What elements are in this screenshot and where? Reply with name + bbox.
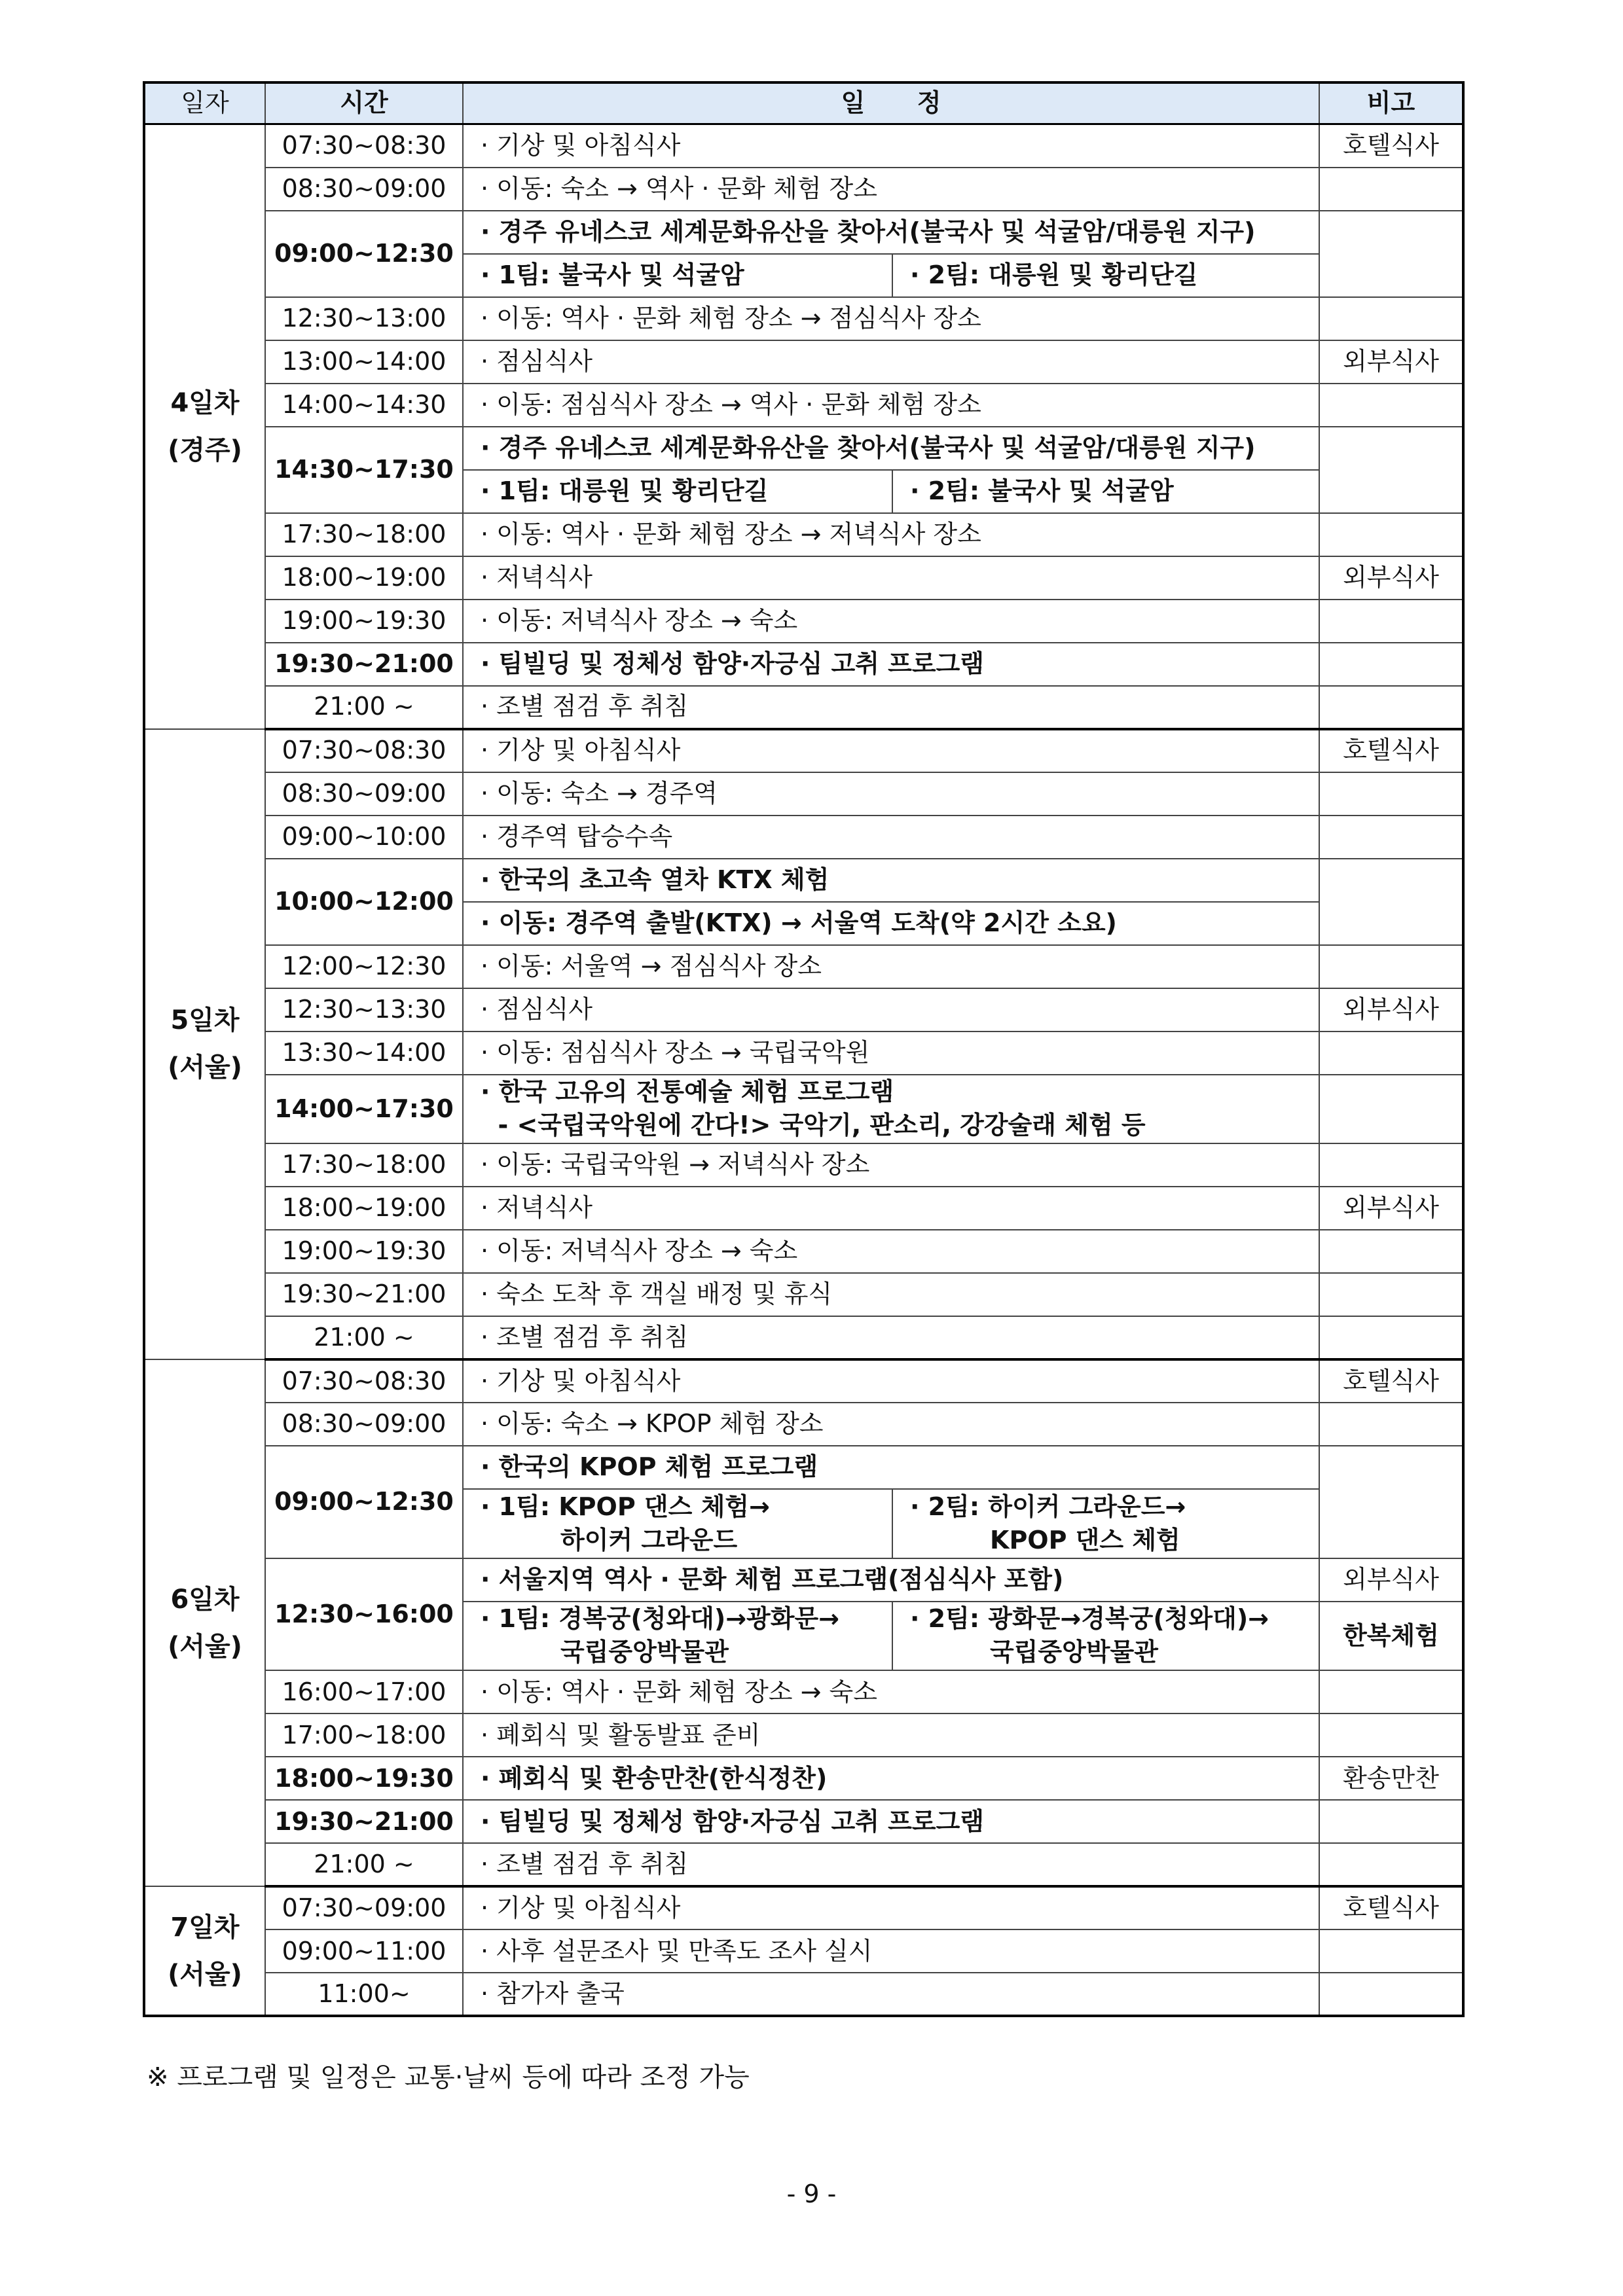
activity-cell: · 팀빌딩 및 정체성 함양·자긍심 고취 프로그램 bbox=[463, 1800, 1319, 1843]
activity-cell: · 이동: 숙소 → 경주역 bbox=[463, 772, 1319, 816]
table-row bbox=[144, 124, 1463, 168]
team-line: 하이커 그라운드 bbox=[560, 1525, 738, 1554]
header-time: 시간 bbox=[265, 82, 463, 124]
table-row bbox=[144, 1973, 1463, 2016]
time-cell: 14:00~17:30 bbox=[265, 1075, 463, 1144]
activity-cell: · 조별 점검 후 취침 bbox=[463, 1316, 1319, 1359]
day-number: 4일차 bbox=[170, 387, 240, 418]
time-cell: 12:30~13:00 bbox=[265, 297, 463, 340]
time-cell: 19:30~21:00 bbox=[265, 643, 463, 686]
note-cell bbox=[1319, 1273, 1463, 1316]
activity-cell: · 이동: 역사 · 문화 체험 장소 → 저녁식사 장소 bbox=[463, 513, 1319, 556]
note-cell bbox=[1319, 427, 1463, 513]
activity-cell: · 이동: 저녁식사 장소 → 숙소 bbox=[463, 600, 1319, 643]
activity-cell: · 참가자 출국 bbox=[463, 1973, 1319, 2016]
note-cell: 호텔식사 bbox=[1319, 729, 1463, 772]
table-row bbox=[144, 988, 1463, 1031]
table-row bbox=[144, 297, 1463, 340]
table-row bbox=[144, 643, 1463, 686]
activity-line: - <국립국악원에 간다!> 국악기, 판소리, 강강술래 체험 등 bbox=[481, 1111, 1146, 1140]
note-cell bbox=[1319, 297, 1463, 340]
note-cell: 외부식사 bbox=[1319, 988, 1463, 1031]
time-cell: 07:30~08:30 bbox=[265, 1359, 463, 1403]
time-cell: 21:00 ~ bbox=[265, 1316, 463, 1359]
activity-cell: · 경주역 탑승수속 bbox=[463, 816, 1319, 859]
table-row bbox=[144, 816, 1463, 859]
activity-cell: · 기상 및 아침식사 bbox=[463, 1886, 1319, 1929]
table-row bbox=[144, 211, 1463, 254]
header-day: 일자 bbox=[144, 82, 265, 124]
note-cell: 호텔식사 bbox=[1319, 124, 1463, 168]
note-cell bbox=[1319, 772, 1463, 816]
day-label bbox=[144, 1886, 265, 2016]
note-cell bbox=[1319, 1031, 1463, 1075]
time-cell: 19:30~21:00 bbox=[265, 1800, 463, 1843]
table-row bbox=[144, 168, 1463, 211]
table-row bbox=[144, 1143, 1463, 1187]
time-cell: 21:00 ~ bbox=[265, 1843, 463, 1886]
day-number: 6일차 bbox=[170, 1584, 240, 1615]
time-cell: 13:30~14:00 bbox=[265, 1031, 463, 1075]
team-line: · 1팀: KPOP 댄스 체험→ bbox=[481, 1492, 770, 1521]
note-cell bbox=[1319, 1403, 1463, 1446]
table-row bbox=[144, 1757, 1463, 1800]
table-row bbox=[144, 1886, 1463, 1929]
activity-cell: · 기상 및 아침식사 bbox=[463, 1359, 1319, 1403]
note-cell bbox=[1319, 1670, 1463, 1713]
time-cell: 08:30~09:00 bbox=[265, 772, 463, 816]
note-cell bbox=[1319, 1075, 1463, 1144]
table-row bbox=[144, 556, 1463, 600]
team-line: · 1팀: 경복궁(청와대)→광화문→ bbox=[481, 1604, 840, 1634]
team-line: · 2팀: 하이커 그라운드→ bbox=[910, 1492, 1186, 1521]
time-cell: 14:30~17:30 bbox=[265, 427, 463, 513]
time-cell: 09:00~12:30 bbox=[265, 211, 463, 297]
table-header bbox=[144, 82, 1463, 124]
time-cell: 21:00 ~ bbox=[265, 686, 463, 729]
time-cell: 08:30~09:00 bbox=[265, 168, 463, 211]
footnote: ※ 프로그램 및 일정은 교통·날씨 등에 따라 조정 가능 bbox=[147, 2062, 750, 2092]
note-cell bbox=[1319, 1446, 1463, 1558]
team-cell: · 2팀: 대릉원 및 황리단길 bbox=[892, 254, 1319, 297]
note-cell bbox=[1319, 686, 1463, 729]
table-row bbox=[144, 945, 1463, 988]
time-cell: 09:00~11:00 bbox=[265, 1929, 463, 1973]
activity-cell: · 서울지역 역사 · 문화 체험 프로그램(점심식사 포함) bbox=[463, 1558, 1319, 1602]
time-cell: 19:00~19:30 bbox=[265, 1230, 463, 1273]
activity-cell: · 이동: 역사 · 문화 체험 장소 → 숙소 bbox=[463, 1670, 1319, 1713]
time-cell: 07:30~08:30 bbox=[265, 729, 463, 772]
note-cell bbox=[1319, 859, 1463, 945]
activity-cell: · 팀빌딩 및 정체성 함양·자긍심 고취 프로그램 bbox=[463, 643, 1319, 686]
table-row bbox=[144, 772, 1463, 816]
team-cell bbox=[892, 1602, 1319, 1671]
schedule-table bbox=[143, 81, 1465, 2017]
activity-cell: · 경주 유네스코 세계문화유산을 찾아서(불국사 및 석굴암/대릉원 지구) bbox=[463, 211, 1319, 254]
team-cell: · 2팀: 불국사 및 석굴암 bbox=[892, 470, 1319, 513]
team-cell: · 1팀: 불국사 및 석굴암 bbox=[463, 254, 892, 297]
table-row bbox=[144, 513, 1463, 556]
note-cell bbox=[1319, 643, 1463, 686]
note-cell: 외부식사 bbox=[1319, 1558, 1463, 1602]
time-cell: 18:00~19:30 bbox=[265, 1757, 463, 1800]
activity-cell: · 한국의 초고속 열차 KTX 체험 bbox=[463, 859, 1319, 902]
note-cell: 호텔식사 bbox=[1319, 1359, 1463, 1403]
activity-cell: · 이동: 점심식사 장소 → 역사 · 문화 체험 장소 bbox=[463, 384, 1319, 427]
day-label bbox=[144, 729, 265, 1360]
note-cell: 호텔식사 bbox=[1319, 1886, 1463, 1929]
time-cell: 19:30~21:00 bbox=[265, 1273, 463, 1316]
time-cell: 10:00~12:00 bbox=[265, 859, 463, 945]
activity-cell: · 이동: 점심식사 장소 → 국립국악원 bbox=[463, 1031, 1319, 1075]
note-cell bbox=[1319, 945, 1463, 988]
activity-cell: · 폐회식 및 활동발표 준비 bbox=[463, 1713, 1319, 1757]
table-row bbox=[144, 859, 1463, 902]
activity-cell: · 저녁식사 bbox=[463, 556, 1319, 600]
header-note: 비고 bbox=[1319, 82, 1463, 124]
team-cell: · 1팀: 대릉원 및 황리단길 bbox=[463, 470, 892, 513]
time-cell: 08:30~09:00 bbox=[265, 1403, 463, 1446]
time-cell: 09:00~10:00 bbox=[265, 816, 463, 859]
team-line: 국립중앙박물관 bbox=[990, 1638, 1158, 1667]
time-cell: 11:00~ bbox=[265, 1973, 463, 2016]
team-line: · 2팀: 광화문→경복궁(청와대)→ bbox=[910, 1604, 1269, 1634]
note-cell bbox=[1319, 513, 1463, 556]
note-cell bbox=[1319, 1929, 1463, 1973]
table-row bbox=[144, 1670, 1463, 1713]
table-row bbox=[144, 600, 1463, 643]
table-row bbox=[144, 1403, 1463, 1446]
note-cell bbox=[1319, 1316, 1463, 1359]
table-row bbox=[144, 1075, 1463, 1144]
note-cell bbox=[1319, 1843, 1463, 1886]
activity-cell: · 폐회식 및 환송만찬(한식정찬) bbox=[463, 1757, 1319, 1800]
note-cell bbox=[1319, 1800, 1463, 1843]
activity-cell: · 이동: 저녁식사 장소 → 숙소 bbox=[463, 1230, 1319, 1273]
note-cell bbox=[1319, 168, 1463, 211]
table-row bbox=[144, 1843, 1463, 1886]
time-cell: 17:30~18:00 bbox=[265, 513, 463, 556]
time-cell: 14:00~14:30 bbox=[265, 384, 463, 427]
note-cell: 외부식사 bbox=[1319, 1187, 1463, 1230]
table-row bbox=[144, 1273, 1463, 1316]
activity-cell: · 기상 및 아침식사 bbox=[463, 124, 1319, 168]
activity-cell: · 저녁식사 bbox=[463, 1187, 1319, 1230]
activity-cell: · 경주 유네스코 세계문화유산을 찾아서(불국사 및 석굴암/대릉원 지구) bbox=[463, 427, 1319, 470]
time-cell: 12:30~13:30 bbox=[265, 988, 463, 1031]
team-cell bbox=[463, 1602, 892, 1671]
time-cell: 18:00~19:00 bbox=[265, 1187, 463, 1230]
activity-cell: · 숙소 도착 후 객실 배정 및 휴식 bbox=[463, 1273, 1319, 1316]
note-cell bbox=[1319, 816, 1463, 859]
activity-cell: · 이동: 숙소 → KPOP 체험 장소 bbox=[463, 1403, 1319, 1446]
time-cell: 18:00~19:00 bbox=[265, 556, 463, 600]
team-cell bbox=[892, 1489, 1319, 1558]
table-row bbox=[144, 340, 1463, 384]
table-row bbox=[144, 1031, 1463, 1075]
activity-cell: · 한국의 KPOP 체험 프로그램 bbox=[463, 1446, 1319, 1489]
header-schedule: 일 정 bbox=[463, 82, 1319, 124]
activity-cell: · 조별 점검 후 취침 bbox=[463, 686, 1319, 729]
day-number: 7일차 bbox=[170, 1912, 240, 1943]
table-row bbox=[144, 1446, 1463, 1489]
time-cell: 17:30~18:00 bbox=[265, 1143, 463, 1187]
note-cell bbox=[1319, 600, 1463, 643]
time-cell: 17:00~18:00 bbox=[265, 1713, 463, 1757]
day-city: (서울) bbox=[168, 1052, 242, 1083]
table-row bbox=[144, 1230, 1463, 1273]
note-cell bbox=[1319, 211, 1463, 297]
table-row bbox=[144, 1800, 1463, 1843]
time-cell: 07:30~08:30 bbox=[265, 124, 463, 168]
team-cell bbox=[463, 1489, 892, 1558]
activity-line: · 한국 고유의 전통예술 체험 프로그램 bbox=[481, 1077, 894, 1106]
activity-cell: · 점심식사 bbox=[463, 340, 1319, 384]
time-cell: 13:00~14:00 bbox=[265, 340, 463, 384]
activity-cell: · 이동: 숙소 → 역사 · 문화 체험 장소 bbox=[463, 168, 1319, 211]
note-cell: 외부식사 bbox=[1319, 340, 1463, 384]
note-cell bbox=[1319, 1973, 1463, 2016]
activity-cell: · 이동: 역사 · 문화 체험 장소 → 점심식사 장소 bbox=[463, 297, 1319, 340]
note-cell: 외부식사 bbox=[1319, 556, 1463, 600]
activity-cell: · 이동: 서울역 → 점심식사 장소 bbox=[463, 945, 1319, 988]
table-row bbox=[144, 1713, 1463, 1757]
note-cell bbox=[1319, 384, 1463, 427]
activity-cell bbox=[463, 1075, 1319, 1144]
day-label bbox=[144, 1359, 265, 1886]
table-row bbox=[144, 686, 1463, 729]
day-city: (경주) bbox=[168, 435, 242, 465]
note-cell: 환송만찬 bbox=[1319, 1757, 1463, 1800]
table-row bbox=[144, 729, 1463, 772]
day-city: (서울) bbox=[168, 1959, 242, 1990]
day-label bbox=[144, 124, 265, 729]
time-cell: 07:30~09:00 bbox=[265, 1886, 463, 1929]
table-row bbox=[144, 1187, 1463, 1230]
note-cell bbox=[1319, 1143, 1463, 1187]
note-cell bbox=[1319, 1713, 1463, 1757]
time-cell: 12:00~12:30 bbox=[265, 945, 463, 988]
activity-cell: · 이동: 국립국악원 → 저녁식사 장소 bbox=[463, 1143, 1319, 1187]
table-row bbox=[144, 384, 1463, 427]
activity-cell: · 기상 및 아침식사 bbox=[463, 729, 1319, 772]
time-cell: 19:00~19:30 bbox=[265, 600, 463, 643]
table-row bbox=[144, 1558, 1463, 1602]
team-line: KPOP 댄스 체험 bbox=[990, 1525, 1180, 1554]
activity-cell: · 사후 설문조사 및 만족도 조사 실시 bbox=[463, 1929, 1319, 1973]
activity-cell: · 이동: 경주역 출발(KTX) → 서울역 도착(약 2시간 소요) bbox=[463, 902, 1319, 945]
note-cell bbox=[1319, 1230, 1463, 1273]
day-number: 5일차 bbox=[170, 1005, 240, 1036]
page-number: - 9 - bbox=[786, 2179, 837, 2208]
time-cell: 09:00~12:30 bbox=[265, 1446, 463, 1558]
activity-cell: · 점심식사 bbox=[463, 988, 1319, 1031]
time-cell: 12:30~16:00 bbox=[265, 1558, 463, 1671]
table-row bbox=[144, 1359, 1463, 1403]
activity-cell: · 조별 점검 후 취침 bbox=[463, 1843, 1319, 1886]
table-row bbox=[144, 1929, 1463, 1973]
day-city: (서울) bbox=[168, 1631, 242, 1662]
note-cell: 한복체험 bbox=[1319, 1602, 1463, 1671]
table-row bbox=[144, 1316, 1463, 1359]
time-cell: 16:00~17:00 bbox=[265, 1670, 463, 1713]
team-line: 국립중앙박물관 bbox=[560, 1638, 729, 1667]
table-row bbox=[144, 427, 1463, 470]
